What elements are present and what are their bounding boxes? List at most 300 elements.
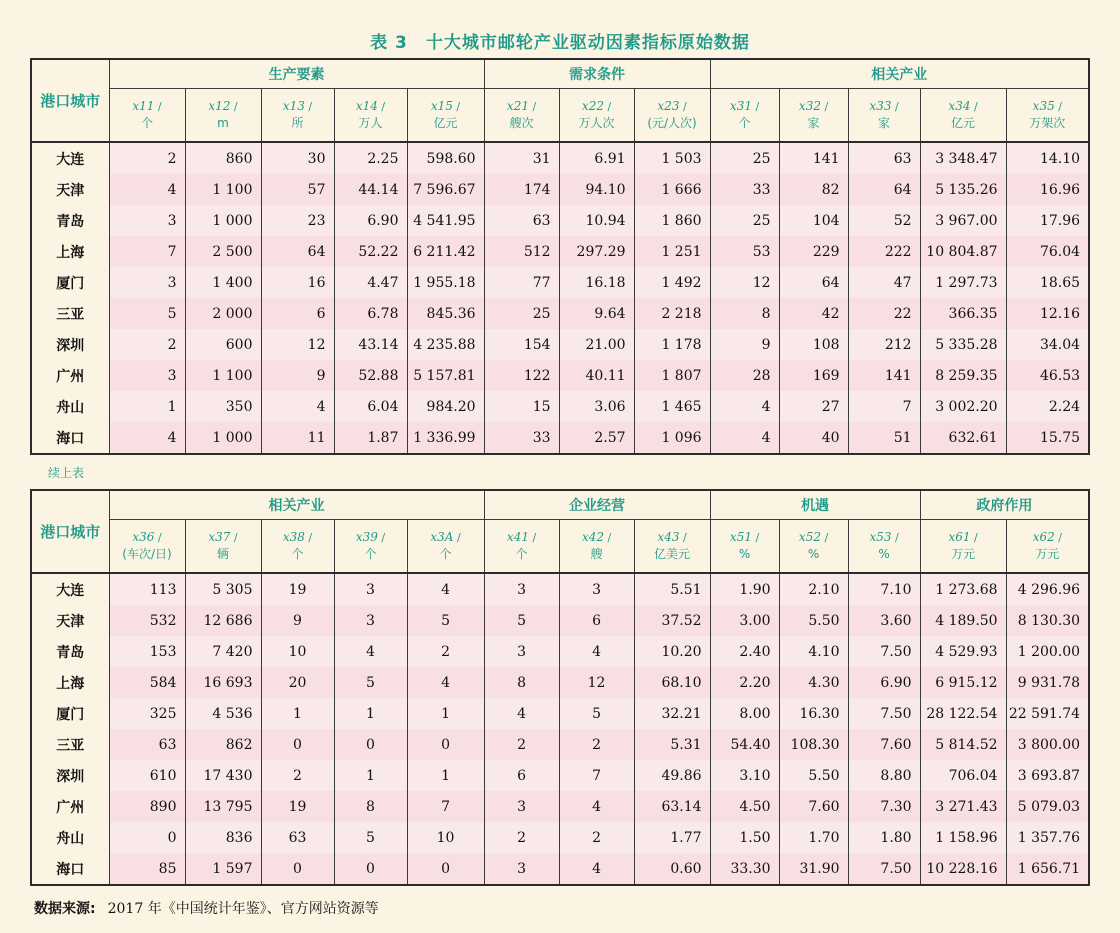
value-cell: 6 — [261, 298, 334, 329]
table-row — [31, 729, 1089, 760]
table-row — [31, 853, 1089, 885]
value-cell: 141 — [779, 142, 848, 174]
value-cell: 7.30 — [848, 791, 920, 822]
value-cell: 0 — [261, 853, 334, 885]
variable-code: x37 — [208, 530, 231, 544]
source-text: 2017 年《中国统计年鉴》、官方网站资源等 — [107, 901, 379, 917]
group-header: 相关产业 — [109, 490, 484, 520]
unit-label: m — [217, 116, 229, 130]
value-cell: 5.50 — [779, 760, 848, 791]
value-cell: 49.86 — [634, 760, 710, 791]
variable-code: x33 — [869, 99, 892, 113]
value-cell: 610 — [109, 760, 185, 791]
value-cell: 63 — [484, 205, 559, 236]
value-cell: 8.80 — [848, 760, 920, 791]
variable-header — [484, 520, 559, 574]
source-label: 数据来源: — [34, 901, 96, 917]
value-cell: 1 597 — [185, 853, 261, 885]
value-cell: 2 — [559, 729, 634, 760]
variable-header — [1006, 89, 1089, 143]
unit-separator: / — [820, 531, 829, 544]
value-cell: 297.29 — [559, 236, 634, 267]
value-cell: 63 — [109, 729, 185, 760]
value-cell: 4 — [109, 174, 185, 205]
table-caption: 十大城市邮轮产业驱动因素指标原始数据 — [425, 33, 750, 53]
value-cell: 5 335.28 — [920, 329, 1006, 360]
value-cell: 4 296.96 — [1006, 573, 1089, 605]
variable-header — [779, 89, 848, 143]
value-cell: 3 002.20 — [920, 391, 1006, 422]
value-cell: 169 — [779, 360, 848, 391]
unit-label: % — [738, 547, 751, 561]
city-name-cell: 天津 — [31, 174, 109, 205]
value-cell: 5.31 — [634, 729, 710, 760]
variable-code: x42 — [581, 530, 604, 544]
value-cell: 7.50 — [848, 636, 920, 667]
value-cell: 1 297.73 — [920, 267, 1006, 298]
city-name-cell: 海口 — [31, 853, 109, 885]
value-cell: 15 — [484, 391, 559, 422]
value-cell: 4 — [710, 391, 779, 422]
city-name-cell: 青岛 — [31, 205, 109, 236]
value-cell: 632.61 — [920, 422, 1006, 454]
value-cell: 51 — [848, 422, 920, 454]
value-cell: 43.14 — [334, 329, 407, 360]
value-cell: 4 — [109, 422, 185, 454]
variable-code: x23 — [657, 99, 680, 113]
value-cell: 3 693.87 — [1006, 760, 1089, 791]
value-cell: 141 — [848, 360, 920, 391]
value-cell: 3.10 — [710, 760, 779, 791]
table-row — [31, 667, 1089, 698]
variable-code: x61 — [948, 530, 971, 544]
value-cell: 4 — [710, 422, 779, 454]
variable-code: x13 — [282, 99, 305, 113]
value-cell: 5 079.03 — [1006, 791, 1089, 822]
value-cell: 3 — [109, 205, 185, 236]
value-cell: 1 860 — [634, 205, 710, 236]
unit-separator: / — [528, 531, 537, 544]
value-cell: 1 200.00 — [1006, 636, 1089, 667]
value-cell: 33 — [484, 422, 559, 454]
value-cell: 532 — [109, 605, 185, 636]
value-cell: 4 536 — [185, 698, 261, 729]
unit-label: 个 — [738, 116, 751, 130]
variable-code: x15 — [430, 99, 453, 113]
value-cell: 30 — [261, 142, 334, 174]
value-cell: 8 — [334, 791, 407, 822]
value-cell: 2.24 — [1006, 391, 1089, 422]
variable-header — [559, 520, 634, 574]
value-cell: 3.00 — [710, 605, 779, 636]
value-cell: 3 967.00 — [920, 205, 1006, 236]
group-header: 企业经营 — [484, 490, 710, 520]
value-cell: 4 529.93 — [920, 636, 1006, 667]
variable-header — [334, 520, 407, 574]
value-cell: 16.18 — [559, 267, 634, 298]
value-cell: 0 — [334, 853, 407, 885]
group-header: 机遇 — [710, 490, 920, 520]
value-cell: 4 235.88 — [407, 329, 484, 360]
group-header: 相关产业 — [710, 59, 1089, 89]
group-header: 需求条件 — [484, 59, 710, 89]
value-cell: 4 — [334, 636, 407, 667]
value-cell: 7 — [848, 391, 920, 422]
table-row — [31, 329, 1089, 360]
unit-separator: / — [603, 100, 612, 113]
value-cell: 10.94 — [559, 205, 634, 236]
value-cell: 2 — [261, 760, 334, 791]
table-row — [31, 422, 1089, 454]
variable-code: x11 — [132, 99, 155, 113]
table-row — [31, 573, 1089, 605]
value-cell: 46.53 — [1006, 360, 1089, 391]
table-row — [31, 391, 1089, 422]
value-cell: 1 158.96 — [920, 822, 1006, 853]
variable-code: x62 — [1032, 530, 1055, 544]
value-cell: 0.60 — [634, 853, 710, 885]
value-cell: 4 — [559, 853, 634, 885]
value-cell: 22 591.74 — [1006, 698, 1089, 729]
value-cell: 222 — [848, 236, 920, 267]
unit-label: 万架次 — [1029, 116, 1066, 130]
table-row — [31, 698, 1089, 729]
value-cell: 2 — [484, 822, 559, 853]
table-row — [31, 267, 1089, 298]
value-cell: 9 931.78 — [1006, 667, 1089, 698]
value-cell: 890 — [109, 791, 185, 822]
variable-code: x52 — [798, 530, 821, 544]
value-cell: 1.90 — [710, 573, 779, 605]
variable-header — [109, 520, 185, 574]
variable-code: x21 — [506, 99, 529, 113]
value-cell: 25 — [484, 298, 559, 329]
value-cell: 25 — [710, 142, 779, 174]
value-cell: 16.96 — [1006, 174, 1089, 205]
variable-code: x31 — [729, 99, 752, 113]
unit-separator: / — [751, 100, 760, 113]
value-cell: 44.14 — [334, 174, 407, 205]
unit-label: 个 — [439, 547, 452, 561]
value-cell: 6 211.42 — [407, 236, 484, 267]
value-cell: 2.25 — [334, 142, 407, 174]
value-cell: 3 — [484, 791, 559, 822]
value-cell: 1 666 — [634, 174, 710, 205]
value-cell: 600 — [185, 329, 261, 360]
value-cell: 37.52 — [634, 605, 710, 636]
value-cell: 19 — [261, 573, 334, 605]
value-cell: 108 — [779, 329, 848, 360]
value-cell: 1 — [261, 698, 334, 729]
unit-label: 万人 — [358, 116, 383, 130]
table-row — [31, 360, 1089, 391]
variable-header — [407, 89, 484, 143]
value-cell: 8 — [710, 298, 779, 329]
value-cell: 19 — [261, 791, 334, 822]
value-cell: 82 — [779, 174, 848, 205]
unit-label: 所 — [291, 116, 304, 130]
value-cell: 4 — [484, 698, 559, 729]
table-row — [31, 636, 1089, 667]
value-cell: 2 — [484, 729, 559, 760]
value-cell: 2 — [559, 822, 634, 853]
city-name-cell: 上海 — [31, 667, 109, 698]
unit-separator: / — [452, 100, 461, 113]
value-cell: 2.40 — [710, 636, 779, 667]
value-cell: 212 — [848, 329, 920, 360]
value-cell: 4 — [407, 667, 484, 698]
unit-label: % — [807, 547, 820, 561]
value-cell: 4 189.50 — [920, 605, 1006, 636]
value-cell: 11 — [261, 422, 334, 454]
value-cell: 2.20 — [710, 667, 779, 698]
value-cell: 57 — [261, 174, 334, 205]
value-cell: 22 — [848, 298, 920, 329]
value-cell: 7 — [407, 791, 484, 822]
value-cell: 5 157.81 — [407, 360, 484, 391]
table-row — [31, 236, 1089, 267]
value-cell: 584 — [109, 667, 185, 698]
unit-label: 艘 — [590, 547, 603, 561]
value-cell: 1 656.71 — [1006, 853, 1089, 885]
value-cell: 0 — [407, 853, 484, 885]
value-cell: 4.30 — [779, 667, 848, 698]
value-cell: 8 259.35 — [920, 360, 1006, 391]
value-cell: 9.64 — [559, 298, 634, 329]
value-cell: 154 — [484, 329, 559, 360]
value-cell: 984.20 — [407, 391, 484, 422]
value-cell: 7.50 — [848, 853, 920, 885]
value-cell: 108.30 — [779, 729, 848, 760]
indicator-table-part1 — [30, 58, 1090, 455]
unit-separator: / — [304, 531, 313, 544]
value-cell: 1 — [334, 698, 407, 729]
unit-separator: / — [679, 100, 687, 113]
unit-separator: / — [377, 531, 386, 544]
variable-code: x53 — [869, 530, 892, 544]
value-cell: 10 228.16 — [920, 853, 1006, 885]
value-cell: 9 — [261, 605, 334, 636]
value-cell: 2 500 — [185, 236, 261, 267]
variable-code: x51 — [729, 530, 752, 544]
value-cell: 3 — [109, 267, 185, 298]
value-cell: 5 — [407, 605, 484, 636]
value-cell: 6 — [484, 760, 559, 791]
variable-code: x12 — [208, 99, 231, 113]
unit-separator: / — [820, 100, 829, 113]
variable-header — [1006, 520, 1089, 574]
value-cell: 28 122.54 — [920, 698, 1006, 729]
value-cell: 53 — [710, 236, 779, 267]
city-column-header: 港口城市 — [31, 490, 109, 573]
unit-label: 艘次 — [509, 116, 534, 130]
value-cell: 54.40 — [710, 729, 779, 760]
value-cell: 10 — [261, 636, 334, 667]
variable-header — [634, 520, 710, 574]
value-cell: 5.50 — [779, 605, 848, 636]
value-cell: 17 430 — [185, 760, 261, 791]
value-cell: 3.60 — [848, 605, 920, 636]
unit-label: 万元 — [1035, 547, 1060, 561]
value-cell: 21.00 — [559, 329, 634, 360]
value-cell: 2.57 — [559, 422, 634, 454]
value-cell: 16.30 — [779, 698, 848, 729]
value-cell: 3 — [484, 853, 559, 885]
value-cell: 104 — [779, 205, 848, 236]
value-cell: 3 — [334, 605, 407, 636]
value-cell: 9 — [261, 360, 334, 391]
value-cell: 5 814.52 — [920, 729, 1006, 760]
value-cell: 52.22 — [334, 236, 407, 267]
variable-header — [848, 89, 920, 143]
value-cell: 0 — [109, 822, 185, 853]
value-cell: 836 — [185, 822, 261, 853]
unit-label: 万人次 — [578, 116, 615, 130]
value-cell: 6.04 — [334, 391, 407, 422]
value-cell: 52 — [848, 205, 920, 236]
variable-header — [710, 520, 779, 574]
data-source-note — [34, 898, 379, 918]
city-name-cell: 广州 — [31, 791, 109, 822]
city-name-cell: 舟山 — [31, 391, 109, 422]
unit-separator: / — [970, 100, 978, 113]
value-cell: 6.78 — [334, 298, 407, 329]
value-cell: 12 — [559, 667, 634, 698]
value-cell: 7 — [109, 236, 185, 267]
value-cell: 1 — [334, 760, 407, 791]
unit-separator: / — [230, 531, 238, 544]
value-cell: 25 — [710, 205, 779, 236]
variable-code: x39 — [355, 530, 378, 544]
value-cell: 12 686 — [185, 605, 261, 636]
unit-label: 辆 — [216, 547, 229, 561]
unit-separator: / — [304, 100, 313, 113]
value-cell: 23 — [261, 205, 334, 236]
value-cell: 3 271.43 — [920, 791, 1006, 822]
value-cell: 1 273.68 — [920, 573, 1006, 605]
value-cell: 4 — [261, 391, 334, 422]
table-row — [31, 760, 1089, 791]
unit-separator: / — [1054, 531, 1062, 544]
value-cell: 52.88 — [334, 360, 407, 391]
unit-separator: / — [377, 100, 386, 113]
city-name-cell: 舟山 — [31, 822, 109, 853]
value-cell: 6.90 — [334, 205, 407, 236]
variable-header — [559, 89, 634, 143]
table-number: 表 3 — [370, 33, 408, 53]
variable-code: x38 — [282, 530, 305, 544]
value-cell: 366.35 — [920, 298, 1006, 329]
value-cell: 85 — [109, 853, 185, 885]
value-cell: 12 — [261, 329, 334, 360]
city-name-cell: 厦门 — [31, 267, 109, 298]
city-name-cell: 深圳 — [31, 760, 109, 791]
unit-separator: / — [1054, 100, 1062, 113]
unit-label: (车次/日) — [122, 547, 172, 561]
unit-separator: / — [970, 531, 978, 544]
value-cell: 5 — [334, 667, 407, 698]
group-header: 政府作用 — [920, 490, 1089, 520]
variable-header-row — [31, 520, 1089, 574]
unit-label: % — [878, 547, 890, 561]
variable-header — [920, 89, 1006, 143]
unit-label: 家 — [878, 116, 891, 130]
table-body — [31, 142, 1089, 454]
value-cell: 1.87 — [334, 422, 407, 454]
group-header-row — [31, 490, 1089, 520]
variable-header — [779, 520, 848, 574]
value-cell: 862 — [185, 729, 261, 760]
indicator-table-part2 — [30, 489, 1090, 886]
table-body — [31, 573, 1089, 885]
value-cell: 174 — [484, 174, 559, 205]
variable-code: x36 — [132, 530, 155, 544]
value-cell: 13 795 — [185, 791, 261, 822]
variable-header — [261, 89, 334, 143]
value-cell: 229 — [779, 236, 848, 267]
value-cell: 31.90 — [779, 853, 848, 885]
value-cell: 1 807 — [634, 360, 710, 391]
variable-header — [484, 89, 559, 143]
unit-label: 个 — [291, 547, 304, 561]
table-row — [31, 822, 1089, 853]
value-cell: 33.30 — [710, 853, 779, 885]
group-header: 生产要素 — [109, 59, 484, 89]
value-cell: 1 400 — [185, 267, 261, 298]
value-cell: 512 — [484, 236, 559, 267]
unit-label: 家 — [807, 116, 820, 130]
value-cell: 63 — [261, 822, 334, 853]
variable-header — [710, 89, 779, 143]
value-cell: 12 — [710, 267, 779, 298]
unit-separator: / — [891, 100, 899, 113]
value-cell: 5 — [334, 822, 407, 853]
value-cell: 16 693 — [185, 667, 261, 698]
value-cell: 1 — [407, 760, 484, 791]
value-cell: 64 — [848, 174, 920, 205]
city-column-header: 港口城市 — [31, 59, 109, 142]
value-cell: 40.11 — [559, 360, 634, 391]
value-cell: 42 — [779, 298, 848, 329]
value-cell: 14.10 — [1006, 142, 1089, 174]
city-name-cell: 三亚 — [31, 729, 109, 760]
value-cell: 598.60 — [407, 142, 484, 174]
value-cell: 1 — [407, 698, 484, 729]
variable-header-row — [31, 89, 1089, 143]
variable-header — [185, 89, 261, 143]
value-cell: 4 — [559, 791, 634, 822]
value-cell: 3 348.47 — [920, 142, 1006, 174]
value-cell: 1 465 — [634, 391, 710, 422]
value-cell: 350 — [185, 391, 261, 422]
value-cell: 4 541.95 — [407, 205, 484, 236]
group-header-row — [31, 59, 1089, 89]
value-cell: 3 — [109, 360, 185, 391]
value-cell: 4.10 — [779, 636, 848, 667]
value-cell: 8 — [484, 667, 559, 698]
table-row — [31, 205, 1089, 236]
value-cell: 27 — [779, 391, 848, 422]
unit-label: 亿美元 — [654, 547, 691, 561]
unit-separator: / — [679, 531, 687, 544]
city-name-cell: 深圳 — [31, 329, 109, 360]
value-cell: 3 — [484, 573, 559, 605]
value-cell: 4.47 — [334, 267, 407, 298]
city-name-cell: 三亚 — [31, 298, 109, 329]
city-name-cell: 大连 — [31, 573, 109, 605]
unit-label: 个 — [515, 547, 528, 561]
value-cell: 3 — [334, 573, 407, 605]
